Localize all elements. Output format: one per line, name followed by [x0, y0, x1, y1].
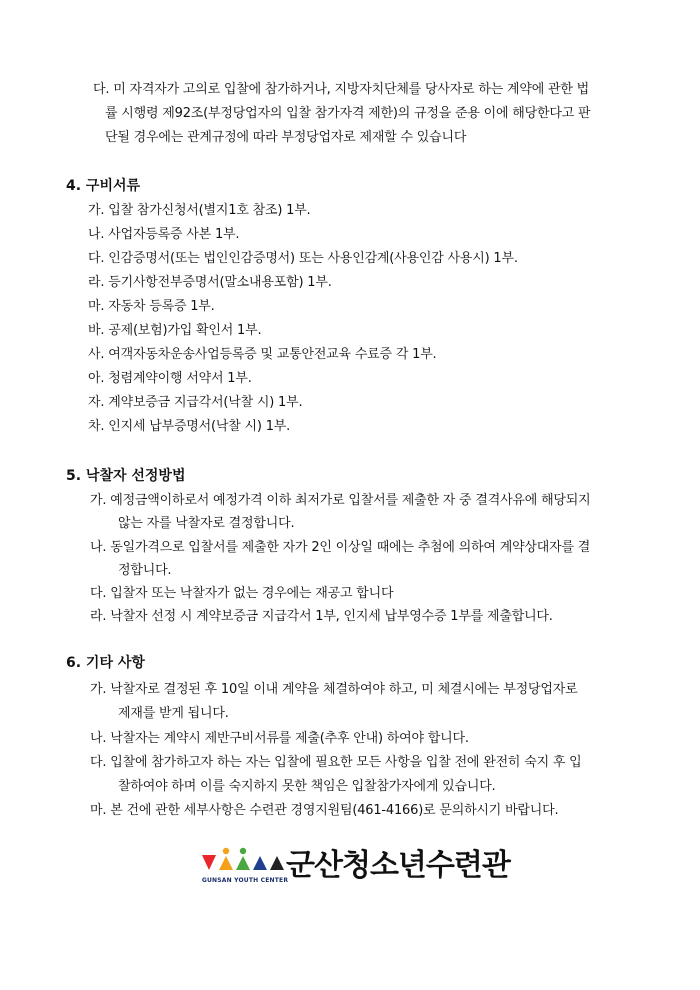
list-item: 나. 낙찰자는 계약시 제반구비서류를 제출(추후 안내) 하여야 합니다.	[90, 731, 469, 746]
list-item: 사. 여객자동차운송사업등록증 및 교통안전교육 수료증 각 1부.	[88, 347, 437, 362]
list-item: 바. 공제(보험)가입 확인서 1부.	[88, 323, 262, 338]
list-item: 라. 등기사항전부증명서(말소내용포함) 1부.	[88, 275, 332, 290]
list-item: 가. 낙찰자로 결정된 후 10일 이내 계약을 체결하여야 하고, 미 체결시에는 부정당업자로	[90, 682, 578, 697]
list-item-continuation: 않는 자를 낙찰자로 결정합니다.	[118, 516, 295, 531]
list-item: 자. 계약보증금 지급각서(낙찰 시) 1부.	[88, 395, 303, 410]
list-item: 가. 예정금액이하로서 예정가격 이하 최저가로 입찰서를 제출한 자 중 결격사유에 해당되지	[90, 493, 591, 508]
intro-line: 률 시행령 제92조(부정당업자의 입찰 참가자격 제한)의 규정을 준용 이에 해당한다고 판	[105, 106, 591, 121]
intro-line: 단될 경우에는 관계규정에 따라 부정당업자로 제재할 수 있습니다	[105, 130, 467, 145]
list-item: 차. 인지세 납부증명서(낙찰 시) 1부.	[88, 419, 291, 434]
list-item: 아. 청렴계약이행 서약서 1부.	[88, 371, 252, 386]
list-item: 마. 본 건에 관한 세부사항은 수련관 경영지원팀(461-4166)로 문의하시기 바랍니다.	[90, 803, 559, 818]
list-item: 다. 입찰자 또는 낙찰자가 없는 경우에는 재공고 합니다	[90, 586, 394, 601]
list-item: 다. 입찰에 참가하고자 하는 자는 입찰에 필요한 모든 사항을 입찰 전에 완전히 숙지 후 입	[90, 755, 582, 770]
list-item: 마. 자동차 등록증 1부.	[88, 299, 215, 314]
list-item-continuation: 제재를 받게 됩니다.	[118, 706, 229, 721]
list-item: 라. 낙찰자 선정 시 계약보증금 지급각서 1부, 인지세 납부영수증 1부를 제출합니다.	[90, 609, 553, 624]
list-item-continuation: 정합니다.	[118, 563, 172, 578]
gunsan-youth-center-logo	[200, 846, 510, 888]
list-item: 다. 인감증명서(또는 법인인감증명서) 또는 사용인감계(사용인감 사용시) 1부.	[88, 251, 518, 266]
logo-korean-text: 군산청소년수련관	[286, 848, 510, 883]
list-item: 나. 사업자등록증 사본 1부.	[88, 227, 240, 242]
section-6-heading: 6. 기타 사항	[66, 655, 145, 671]
list-item: 나. 동일가격으로 입찰서를 제출한 자가 2인 이상일 때에는 추첨에 의하여 계약상대자를 결	[90, 540, 591, 555]
list-item-continuation: 찰하여야 하며 이를 숙지하지 못한 책임은 입찰참가자에게 있습니다.	[118, 779, 496, 794]
list-item: 가. 입찰 참가신청서(별지1호 참조) 1부.	[88, 203, 311, 218]
logo-english-text: GUNSAN YOUTH CENTER	[201, 877, 289, 884]
intro-line: 다. 미 자격자가 고의로 입찰에 참가하거나, 지방자치단체를 당사자로 하는 계약에 관한 법	[93, 82, 590, 97]
section-4-heading: 4. 구비서류	[66, 178, 141, 194]
section-5-heading: 5. 낙찰자 선정방법	[66, 468, 186, 484]
